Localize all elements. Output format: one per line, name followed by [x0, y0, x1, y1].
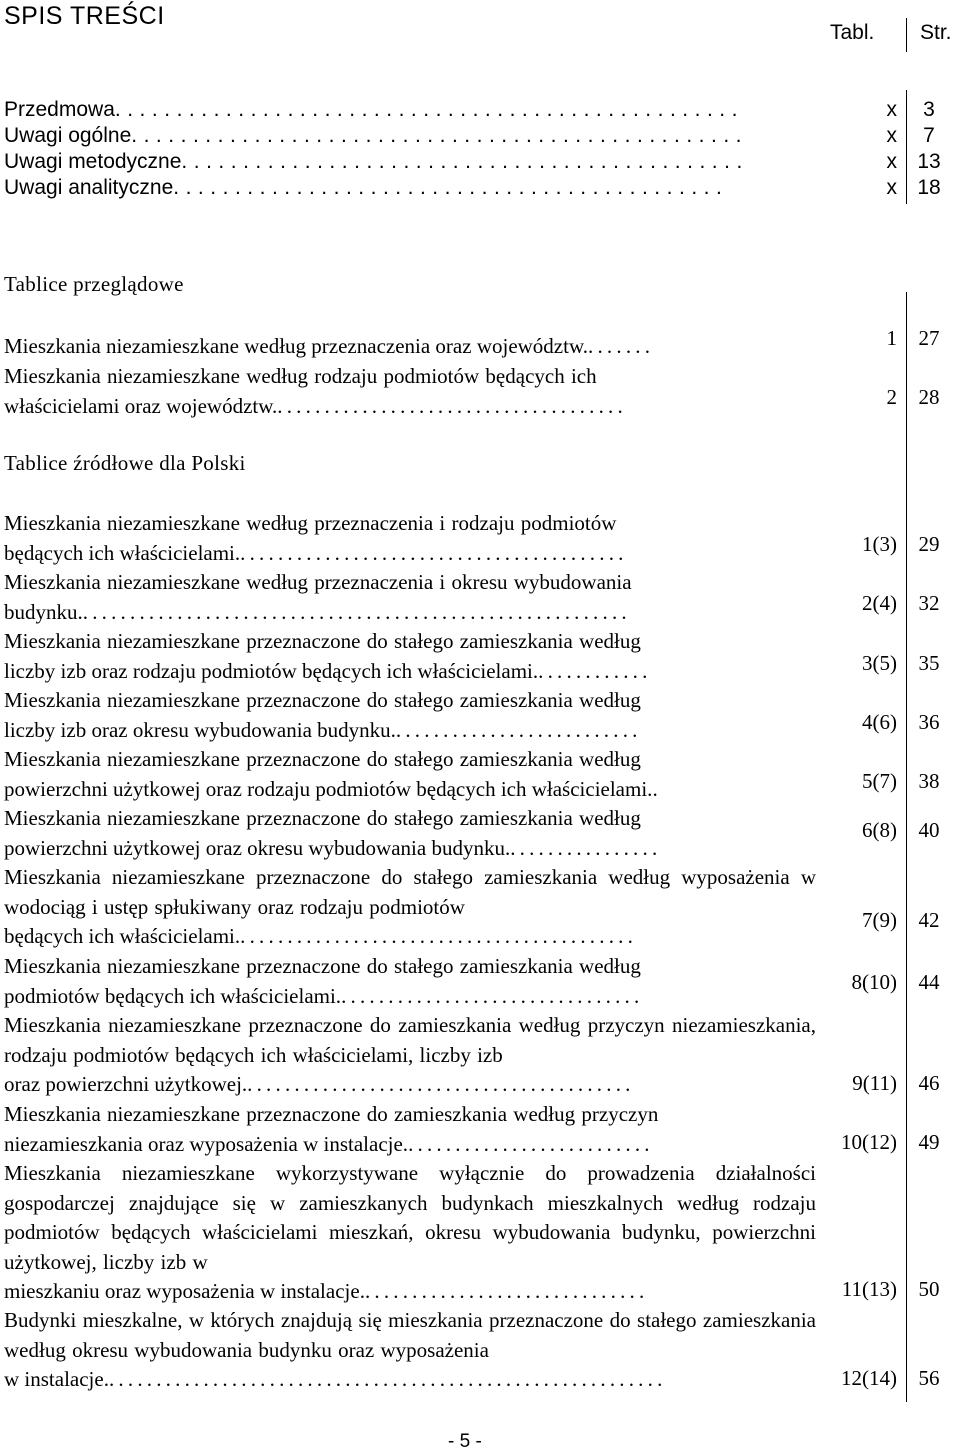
toc-entry[interactable]: [4, 509, 816, 568]
toc-entry-text: Mieszkania niezamieszkane wykorzystywane wyłącznie do prowadzenia działalności gospodarczej znajdujące się w zamieszkanych budynkach mieszkalnych według rodzaju podmiotów będących właścicielami mieszkań, okresu wybudowania budynku, powierzchni użytkowej, liczby izb w: [4, 1161, 816, 1274]
toc-entry-text: Mieszkania niezamieszkane przeznaczone do stałego zamieszkania według: [4, 806, 641, 830]
toc-tabl-number: x: [886, 150, 897, 173]
toc-entry-label: Przedmowa: [4, 98, 115, 121]
toc-entry[interactable]: [4, 1100, 816, 1159]
toc-tabl-number: 11(13): [841, 1277, 897, 1301]
toc-entry-uwagi-metodyczne[interactable]: [4, 149, 816, 175]
toc-entry-text: Mieszkania niezamieszkane według rodzaju podmiotów będących ich: [4, 364, 597, 388]
leader-dots: ................: [510, 835, 662, 860]
toc-tabl-number: 7(9): [862, 908, 897, 932]
toc-page-number: 49: [918, 1130, 940, 1154]
toc-page-number: 3: [923, 98, 935, 121]
leader-dots: .............................................: [173, 176, 729, 199]
toc-page-number: 35: [918, 651, 940, 675]
leader-dots: ................................: [341, 983, 644, 1008]
toc-tabl-number: 12(14): [841, 1366, 897, 1390]
toc-entry-text: Mieszkania niezamieszkane według przeznaczenia i okresu wybudowania: [4, 570, 632, 594]
toc-entry-text-last: będących ich właścicielami.: [4, 540, 241, 565]
toc-page-number: 27: [918, 326, 940, 350]
column-divider: [906, 292, 907, 1402]
leader-dots: ..........................: [408, 1131, 654, 1156]
toc-entry[interactable]: [4, 332, 816, 362]
toc-page-number: 36: [918, 710, 940, 734]
toc-entry-text: Budynki mieszkalne, w których znajdują się mieszkania przeznaczone do stałego zamieszkania według okresu wybudowania budynku oraz wyposażenia: [4, 1308, 816, 1362]
toc-tabl-number: x: [886, 176, 897, 199]
toc-entry-przedmowa[interactable]: [4, 97, 816, 123]
toc-entry-text-last: podmiotów będących ich właścicielami.: [4, 983, 342, 1008]
column-header-tabl: Tabl.: [830, 21, 875, 44]
toc-entry[interactable]: [4, 1159, 816, 1307]
toc-entry-text: Mieszkania niezamieszkane przeznaczone do stałego zamieszkania według: [4, 629, 641, 653]
leader-dots: .: [652, 776, 662, 801]
toc-entry-label: Uwagi ogólne: [4, 124, 132, 147]
leader-dots: .........................................: [240, 540, 628, 565]
toc-page-number: 56: [918, 1366, 940, 1390]
toc-tabl-number: x: [886, 98, 897, 121]
toc-tabl-number: x: [886, 124, 897, 147]
leader-dots: ..................................................: [131, 124, 748, 147]
toc-entry[interactable]: [4, 362, 816, 421]
toc-page-number: 44: [918, 970, 940, 994]
toc-tabl-number: 8(10): [851, 970, 897, 994]
toc-entry-text-last: niezamieszkania oraz wyposażenia w instalacje.: [4, 1131, 409, 1156]
leader-dots: ..............................................: [181, 150, 749, 173]
toc-tabl-number: 1(3): [862, 532, 897, 556]
toc-entry-text: Mieszkania niezamieszkane przeznaczone do zamieszkania według przyczyn: [4, 1102, 659, 1126]
toc-entry-text-last: liczby izb oraz rodzaju podmiotów będących ich właścicielami.: [4, 658, 539, 683]
toc-entry-text: Mieszkania niezamieszkane przeznaczone do stałego zamieszkania według wyposażenia w wodociąg i ustęp spłukiwany oraz rodzaju podmiotów: [4, 865, 816, 919]
leader-dots: ...................................................: [114, 98, 744, 121]
toc-entry[interactable]: [4, 1011, 816, 1100]
toc-entry-text: Mieszkania niezamieszkane przeznaczone do stałego zamieszkania według: [4, 954, 641, 978]
toc-tabl-number: 2: [886, 385, 897, 409]
toc-entry-text-last: mieszkaniu oraz wyposażenia w instalacje.: [4, 1279, 365, 1304]
leader-dots: ..............................: [364, 1279, 649, 1304]
toc-entry-text-last: oraz powierzchni użytkowej.: [4, 1072, 248, 1097]
toc-entry-uwagi-ogolne[interactable]: [4, 123, 816, 149]
toc-entry-text: Mieszkania niezamieszkane przeznaczone do stałego zamieszkania według: [4, 747, 641, 771]
toc-entry-text-last: liczby izb oraz okresu wybudowania budynku.: [4, 717, 396, 742]
toc-entry[interactable]: [4, 1306, 816, 1395]
toc-entry-label: Uwagi analityczne: [4, 176, 174, 199]
toc-entry-text: Mieszkania niezamieszkane przeznaczone do stałego zamieszkania według: [4, 688, 641, 712]
toc-entry-text-last: będących ich właścicielami.: [4, 924, 241, 949]
toc-entry[interactable]: [4, 568, 816, 627]
toc-entry[interactable]: [4, 745, 816, 804]
toc-page-number: 32: [918, 591, 940, 615]
toc-entry[interactable]: [4, 686, 816, 745]
toc-entry-text-last: budynku.: [4, 599, 83, 624]
leader-dots: ..........................................................: [82, 599, 631, 624]
page-title: SPIS TREŚCI: [4, 2, 165, 30]
toc-tabl-number: 1: [886, 326, 897, 350]
page-number-footer: - 5 -: [448, 1431, 482, 1452]
toc-page-number: 7: [923, 124, 935, 147]
leader-dots: .......: [588, 334, 655, 358]
toc-page-number: 18: [917, 176, 941, 199]
toc-tabl-number: 2(4): [862, 591, 897, 615]
toc-entry-text-last: właścicielami oraz województw.: [4, 393, 278, 418]
toc-tabl-number: 10(12): [841, 1130, 897, 1154]
toc-page-number: 42: [918, 908, 940, 932]
section-heading: Tablice przeglądowe: [4, 272, 184, 296]
leader-dots: ..........................................: [240, 924, 638, 949]
column-divider: [906, 90, 907, 204]
toc-entry-text: Mieszkania niezamieszkane według przeznaczenia oraz województw.: [4, 334, 589, 358]
toc-page-number: 46: [918, 1071, 940, 1095]
toc-tabl-number: 3(5): [862, 651, 897, 675]
toc-entry-uwagi-analityczne[interactable]: [4, 175, 816, 201]
toc-entry-text: Mieszkania niezamieszkane według przeznaczenia i rodzaju podmiotów: [4, 511, 617, 535]
toc-tabl-number: 4(6): [862, 710, 897, 734]
leader-dots: ............: [538, 658, 652, 683]
toc-page-number: 40: [918, 818, 940, 842]
toc-entry-text-last: powierzchni użytkowej oraz okresu wybudowania budynku.: [4, 835, 511, 860]
toc-page-number: 50: [918, 1277, 940, 1301]
toc-entry-text: Mieszkania niezamieszkane przeznaczone do zamieszkania według przyczyn niezamieszkania, rodzaju podmiotów będących ich właścicielami, liczby izb: [4, 1013, 816, 1067]
toc-tabl-number: 9(11): [852, 1071, 897, 1095]
toc-entry[interactable]: [4, 952, 816, 1011]
toc-page-number: 29: [918, 532, 940, 556]
section-heading: Tablice źródłowe dla Polski: [4, 451, 246, 475]
toc-entry[interactable]: [4, 804, 816, 863]
toc-entry[interactable]: [4, 863, 816, 952]
leader-dots: ..........................: [395, 717, 642, 742]
toc-page-number: 28: [918, 385, 940, 409]
leader-dots: .....................................: [277, 393, 627, 418]
toc-entry-text-last: w instalacje.: [4, 1367, 109, 1392]
toc-entry-text-last: powierzchni użytkowej oraz rodzaju podmiotów będących ich właścicielami.: [4, 776, 653, 801]
toc-entry[interactable]: [4, 627, 816, 686]
column-divider: [906, 18, 907, 52]
toc-tabl-number: 6(8): [862, 818, 897, 842]
toc-page-number: 13: [917, 150, 941, 173]
leader-dots: .........................................: [247, 1072, 635, 1097]
toc-tabl-number: 5(7): [862, 769, 897, 793]
leader-dots: ...........................................................: [108, 1367, 667, 1392]
toc-page-number: 38: [918, 769, 940, 793]
column-header-str: Str.: [920, 21, 952, 44]
toc-entry-label: Uwagi metodyczne: [4, 150, 182, 173]
